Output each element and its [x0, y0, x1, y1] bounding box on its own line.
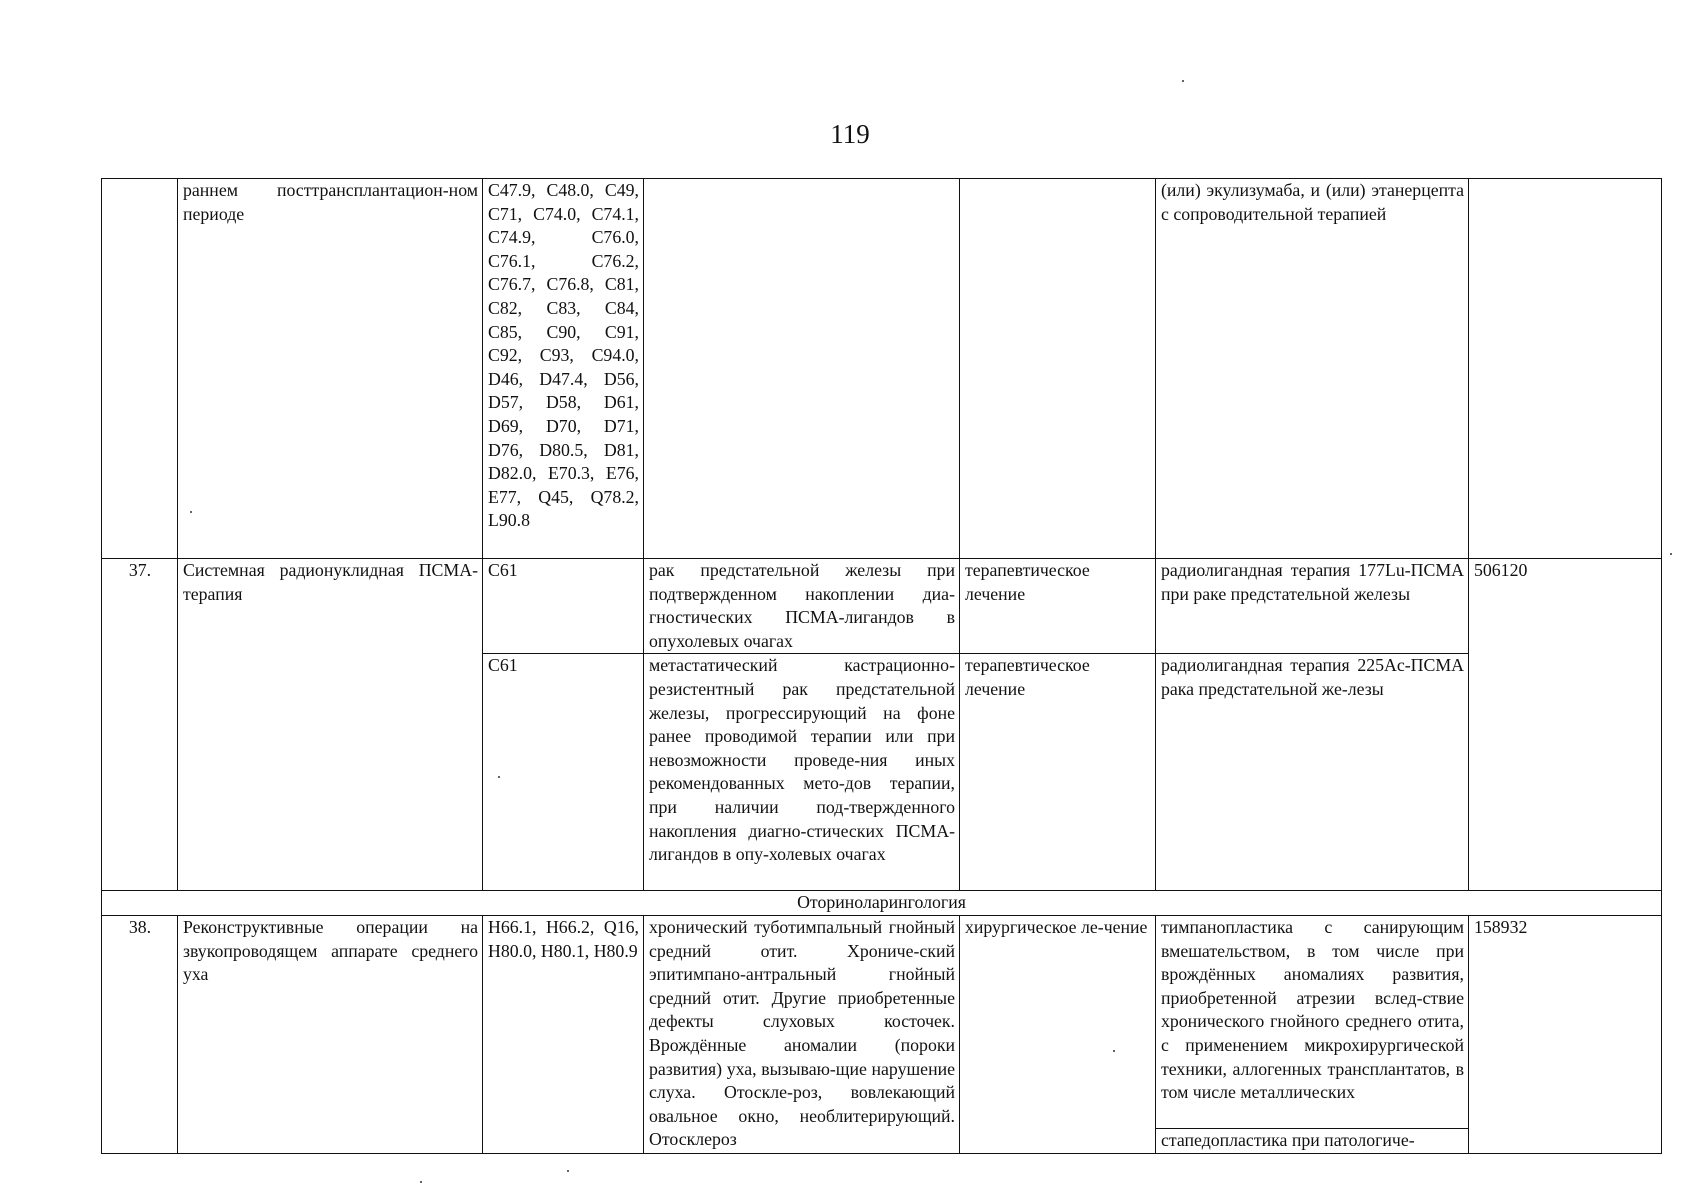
service-name-cell: Системная радионуклидная ПСМА-терапия: [178, 559, 483, 891]
table-row-37: [102, 559, 1662, 654]
row-number-cell: 38.: [102, 915, 178, 1153]
scan-speck: [567, 1170, 569, 1172]
row-number-cell: [102, 179, 178, 559]
icd-codes-cell: H66.1, H66.2, Q16, H80.0, H80.1, H80.9: [483, 915, 644, 1153]
diagnosis-cell: рак предстательной железы при подтвержденном накоплении диа-гностических ПСМА-лигандов в опухолевых очагах: [644, 559, 960, 654]
services-table: [101, 178, 1662, 1154]
method-cell: тимпанопластика с санирующим вмешательством, в том числе при врождённых аномалиях развития, приобретенной атрезии вслед-ствие хронического гнойного среднего отита, с применением микрохирургической техники, аллогенных трансплантатов, в том числе металлических: [1156, 915, 1469, 1128]
section-header-row: [102, 891, 1662, 916]
cost-cell: [1469, 179, 1662, 559]
diagnosis-cell: [644, 179, 960, 559]
cost-cell: 506120: [1469, 559, 1662, 891]
treatment-type-cell: терапевтическое лечение: [960, 654, 1156, 891]
diagnosis-cell: хронический туботимпальный гнойный средний отит. Хрониче-ский эпитимпано-антральный гнойный средний отит. Другие приобретенные дефекты слуховых косточек. Врождённые аномалии (пороки развития) уха, вызываю-щие нарушение слуха. Отоскле-роз, вовлекающий овальное окно, необлитерирующий. Отосклероз: [644, 915, 960, 1153]
method-cell: радиолигандная терапия 225Ac-ПСМА рака предстательной же-лезы: [1156, 654, 1469, 891]
scan-speck: [1182, 80, 1184, 82]
page-number: 119: [830, 119, 870, 149]
treatment-type-cell: [960, 179, 1156, 559]
method-cell: стапедопластика при патологиче-: [1156, 1128, 1469, 1153]
treatment-type-cell: хирургическое ле-чение: [960, 915, 1156, 1153]
row-number-cell: 37.: [102, 559, 178, 891]
section-header: Оториноларингология: [102, 891, 1662, 916]
diagnosis-cell: метастатический кастрационно-резистентный рак предстательной железы, прогрессирующий на фоне ранее проводимой терапии или при невозможности проведе-ния иных рекомендованных мето-дов терапии, при наличии под-твержденного накопления диагно-стических ПСМА-лигандов в опу-холевых очагах: [644, 654, 960, 891]
icd-codes-cell: C61: [483, 559, 644, 654]
scan-speck: [1670, 553, 1672, 555]
icd-codes-cell: C47.9, C48.0, C49, C71, C74.0, C74.1, C74.9, C76.0, C76.1, C76.2, C76.7, C76.8, C81, C82, C83, C84, C85, C90, C91, C92, C93, C94.0, D46, D47.4, D56, D57, D58, D61, D69, D70, D71, D76, D80.5, D81, D82.0, E70.3, E76, E77, Q45, Q78.2, L90.8: [483, 179, 644, 559]
service-name-cell: Реконструктивные операции на звукопроводящем аппарате среднего уха: [178, 915, 483, 1153]
treatment-type-cell: терапевтическое лечение: [960, 559, 1156, 654]
method-cell: (или) экулизумаба, и (или) этанерцепта с сопроводительной терапией: [1156, 179, 1469, 559]
service-name-cell: раннем посттрансплантацион-ном периоде: [178, 179, 483, 559]
icd-codes-cell: C61: [483, 654, 644, 891]
table-row-38: [102, 915, 1662, 1128]
cost-cell: 158932: [1469, 915, 1662, 1153]
method-cell: радиолигандная терапия 177Lu-ПСМА при раке предстательной железы: [1156, 559, 1469, 654]
scan-speck: [420, 1181, 422, 1183]
table-row-continuation: [102, 179, 1662, 559]
